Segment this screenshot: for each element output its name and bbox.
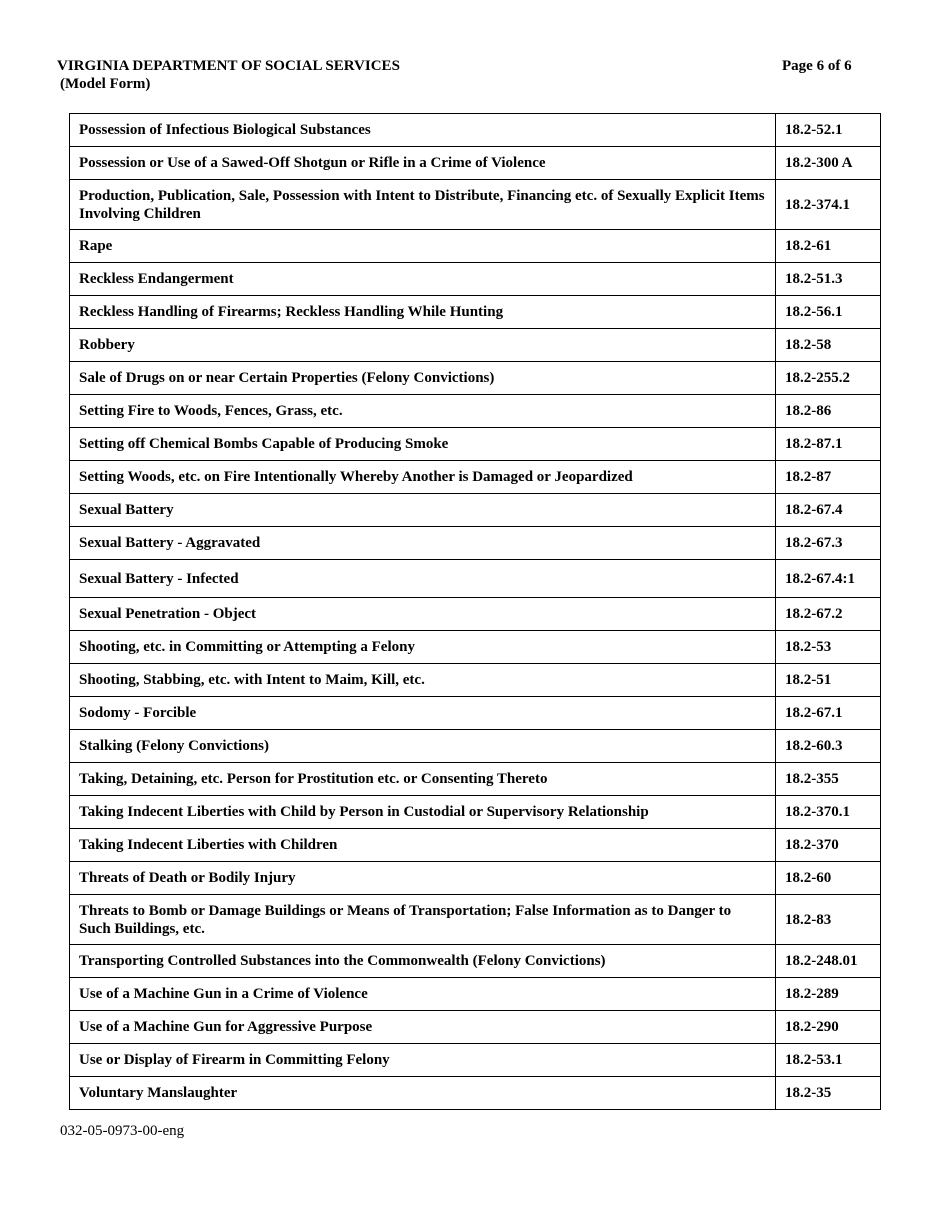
statute-code: 18.2-67.2 (776, 598, 881, 631)
table-row (70, 862, 881, 895)
statute-code: 18.2-51.3 (776, 263, 881, 296)
offense-name: Voluntary Manslaughter (70, 1077, 776, 1110)
statute-code: 18.2-87.1 (776, 428, 881, 461)
form-number: 032-05-0973-00-eng (60, 1123, 185, 1139)
table-row (70, 945, 881, 978)
statute-code: 18.2-255.2 (776, 362, 881, 395)
table-row (70, 664, 881, 697)
statute-code: 18.2-67.3 (776, 527, 881, 560)
statute-code: 18.2-374.1 (776, 180, 881, 230)
statute-code: 18.2-67.1 (776, 697, 881, 730)
offense-name: Use of a Machine Gun for Aggressive Purpose (70, 1011, 776, 1044)
offense-name: Reckless Endangerment (70, 263, 776, 296)
table-row (70, 598, 881, 631)
statute-code: 18.2-248.01 (776, 945, 881, 978)
offense-name: Possession of Infectious Biological Substances (70, 114, 776, 147)
statute-code: 18.2-289 (776, 978, 881, 1011)
offense-name: Sodomy - Forcible (70, 697, 776, 730)
offense-name: Taking Indecent Liberties with Children (70, 829, 776, 862)
table-row (70, 1044, 881, 1077)
offense-name: Taking Indecent Liberties with Child by Person in Custodial or Supervisory Relationship (70, 796, 776, 829)
table-row (70, 730, 881, 763)
offense-name: Stalking (Felony Convictions) (70, 730, 776, 763)
statute-code: 18.2-60 (776, 862, 881, 895)
offense-name: Shooting, etc. in Committing or Attempting a Felony (70, 631, 776, 664)
offense-name: Use or Display of Firearm in Committing Felony (70, 1044, 776, 1077)
table-row (70, 494, 881, 527)
table-row (70, 362, 881, 395)
table-row (70, 763, 881, 796)
statute-code: 18.2-86 (776, 395, 881, 428)
offense-name: Transporting Controlled Substances into the Commonwealth (Felony Convictions) (70, 945, 776, 978)
table-row (70, 147, 881, 180)
table-row (70, 527, 881, 560)
table-row (70, 296, 881, 329)
statute-code: 18.2-87 (776, 461, 881, 494)
statute-code: 18.2-56.1 (776, 296, 881, 329)
statute-code: 18.2-67.4:1 (776, 560, 881, 598)
statute-code: 18.2-355 (776, 763, 881, 796)
statute-code: 18.2-370.1 (776, 796, 881, 829)
statute-code: 18.2-300 A (776, 147, 881, 180)
table-row (70, 230, 881, 263)
offense-table (69, 113, 881, 1110)
table-row (70, 560, 881, 598)
document-header (57, 57, 400, 93)
statute-code: 18.2-67.4 (776, 494, 881, 527)
agency-name: VIRGINIA DEPARTMENT OF SOCIAL SERVICES (57, 58, 400, 74)
offense-name: Sexual Battery - Aggravated (70, 527, 776, 560)
offense-name: Rape (70, 230, 776, 263)
table-row (70, 631, 881, 664)
offense-name: Taking, Detaining, etc. Person for Prostitution etc. or Consenting Thereto (70, 763, 776, 796)
table-row (70, 329, 881, 362)
offense-name: Production, Publication, Sale, Possession with Intent to Distribute, Financing etc. of Sexually Explicit Items Involving Children (70, 180, 776, 230)
statute-code: 18.2-51 (776, 664, 881, 697)
table-row (70, 1011, 881, 1044)
table-row (70, 1077, 881, 1110)
offense-name: Sexual Penetration - Object (70, 598, 776, 631)
offense-name: Possession or Use of a Sawed-Off Shotgun or Rifle in a Crime of Violence (70, 147, 776, 180)
form-type: (Model Form) (60, 76, 151, 92)
statute-code: 18.2-83 (776, 895, 881, 945)
table-row (70, 796, 881, 829)
statute-code: 18.2-53 (776, 631, 881, 664)
table-row (70, 895, 881, 945)
table-row (70, 180, 881, 230)
offense-name: Sexual Battery - Infected (70, 560, 776, 598)
statute-code: 18.2-60.3 (776, 730, 881, 763)
table-row (70, 263, 881, 296)
offense-name: Threats of Death or Bodily Injury (70, 862, 776, 895)
table-row (70, 697, 881, 730)
statute-code: 18.2-52.1 (776, 114, 881, 147)
offense-name: Sale of Drugs on or near Certain Properties (Felony Convictions) (70, 362, 776, 395)
offense-table-body (70, 114, 881, 1110)
table-row (70, 114, 881, 147)
table-row (70, 395, 881, 428)
statute-code: 18.2-61 (776, 230, 881, 263)
statute-code: 18.2-35 (776, 1077, 881, 1110)
offense-name: Setting Fire to Woods, Fences, Grass, etc. (70, 395, 776, 428)
statute-code: 18.2-290 (776, 1011, 881, 1044)
offense-name: Threats to Bomb or Damage Buildings or Means of Transportation; False Information as to Danger to Such Buildings, etc. (70, 895, 776, 945)
offense-name: Sexual Battery (70, 494, 776, 527)
offense-name: Reckless Handling of Firearms; Reckless Handling While Hunting (70, 296, 776, 329)
statute-code: 18.2-370 (776, 829, 881, 862)
offense-name: Setting off Chemical Bombs Capable of Producing Smoke (70, 428, 776, 461)
offense-name: Setting Woods, etc. on Fire Intentionally Whereby Another is Damaged or Jeopardized (70, 461, 776, 494)
table-row (70, 428, 881, 461)
offense-name: Use of a Machine Gun in a Crime of Violence (70, 978, 776, 1011)
table-row (70, 829, 881, 862)
offense-name: Robbery (70, 329, 776, 362)
statute-code: 18.2-53.1 (776, 1044, 881, 1077)
page-number: Page 6 of 6 (782, 58, 852, 74)
offense-name: Shooting, Stabbing, etc. with Intent to Maim, Kill, etc. (70, 664, 776, 697)
statute-code: 18.2-58 (776, 329, 881, 362)
table-row (70, 461, 881, 494)
table-row (70, 978, 881, 1011)
